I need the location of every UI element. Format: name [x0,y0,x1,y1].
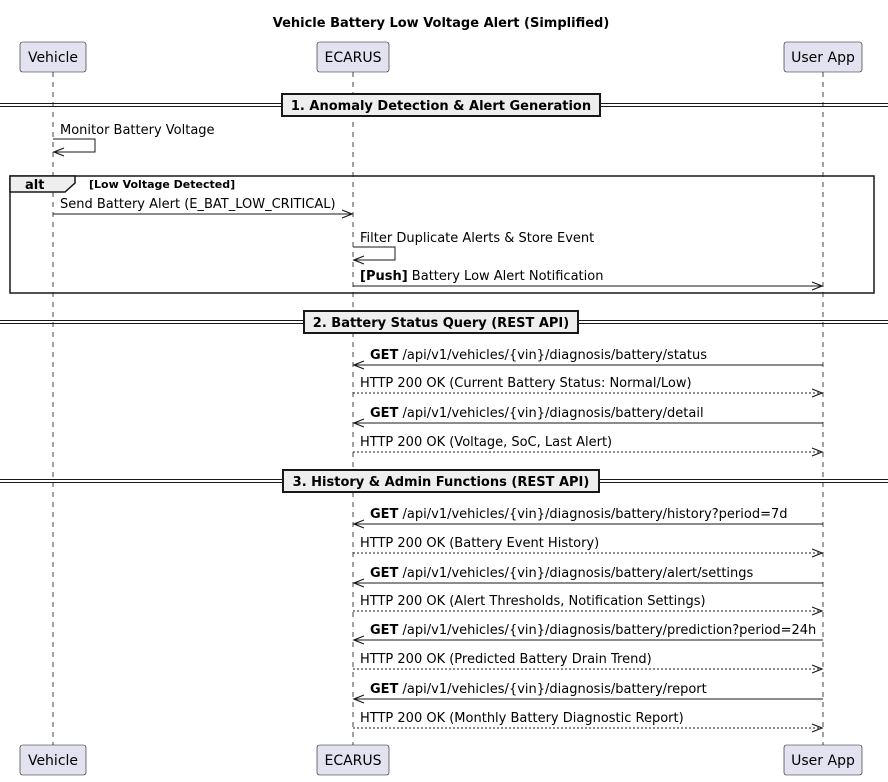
message-text: Battery Low Alert Notification [407,269,604,284]
participant-label: User App [791,50,855,66]
message-label: HTTP 200 OK (Alert Thresholds, Notification Settings) [360,594,706,609]
participant-ecarus-top [317,42,389,72]
message-label: HTTP 200 OK (Voltage, SoC, Last Alert) [360,435,613,450]
message-prefix: GET [370,623,399,638]
participant-userapp-bottom [784,745,862,775]
message-5 [354,348,823,369]
message-10 [353,536,822,557]
messages [53,123,823,732]
message-text: /api/v1/vehicles/{vin}/diagnosis/battery/detail [398,406,704,421]
message-text: /api/v1/vehicles/{vin}/diagnosis/battery/status [398,348,707,363]
participant-userapp-top [784,42,862,72]
message-12 [353,594,822,615]
participant-label: User App [791,753,855,769]
message-14 [353,652,822,673]
participant-label: ECARUS [324,753,382,769]
participant-label: Vehicle [27,50,79,66]
message-prefix: GET [370,406,399,421]
message-label [370,507,788,522]
diagram-title: Vehicle Battery Low Voltage Alert (Simplified) [272,16,610,31]
message-label: HTTP 200 OK (Current Battery Status: Normal/Low) [360,376,692,391]
message-prefix: GET [370,566,399,581]
message-prefix: GET [370,682,399,697]
divider-label: 2. Battery Status Query (REST API) [312,316,570,331]
message-1 [53,123,215,156]
message-8 [353,435,822,456]
section-divider-3 [0,470,888,492]
message-label [370,623,816,638]
message-label [360,269,603,284]
message-label [370,566,754,581]
message-16 [353,711,822,732]
message-prefix: GET [370,507,399,522]
message-text: /api/v1/vehicles/{vin}/diagnosis/battery/alert/settings [398,566,754,581]
message-label: Send Battery Alert (E_BAT_LOW_CRITICAL) [60,197,336,212]
message-6 [353,376,822,397]
message-3 [353,231,594,264]
message-4 [353,269,822,290]
participant-vehicle-bottom [20,745,86,775]
alt-keyword: alt [25,178,45,193]
message-text: /api/v1/vehicles/{vin}/diagnosis/battery/report [398,682,707,697]
message-label: HTTP 200 OK (Monthly Battery Diagnostic Report) [360,711,684,726]
message-label [370,348,707,363]
message-text: /api/v1/vehicles/{vin}/diagnosis/battery/prediction?period=24h [398,623,817,638]
participant-label: ECARUS [324,50,382,66]
message-15 [354,682,823,703]
message-label [370,406,704,421]
message-label: Monitor Battery Voltage [60,123,215,138]
alt-condition: [Low Voltage Detected] [89,178,236,191]
message-11 [354,566,823,587]
message-prefix: [Push] [360,269,408,284]
section-divider-2 [0,311,888,333]
message-text: /api/v1/vehicles/{vin}/diagnosis/battery/history?period=7d [398,507,788,522]
participant-vehicle-top [20,42,86,72]
message-label: HTTP 200 OK (Predicted Battery Drain Trend) [360,652,652,667]
message-label: HTTP 200 OK (Battery Event History) [360,536,600,551]
message-label [370,682,707,697]
divider-label: 1. Anomaly Detection & Alert Generation [290,99,592,114]
participant-ecarus-bottom [317,745,389,775]
message-label: Filter Duplicate Alerts & Store Event [360,231,595,246]
section-divider-1 [0,94,888,116]
participant-label: Vehicle [27,753,79,769]
divider-label: 3. History & Admin Functions (REST API) [292,475,590,490]
message-2 [53,197,352,218]
message-9 [354,507,823,528]
message-13 [354,623,823,644]
message-7 [354,406,823,427]
message-prefix: GET [370,348,399,363]
